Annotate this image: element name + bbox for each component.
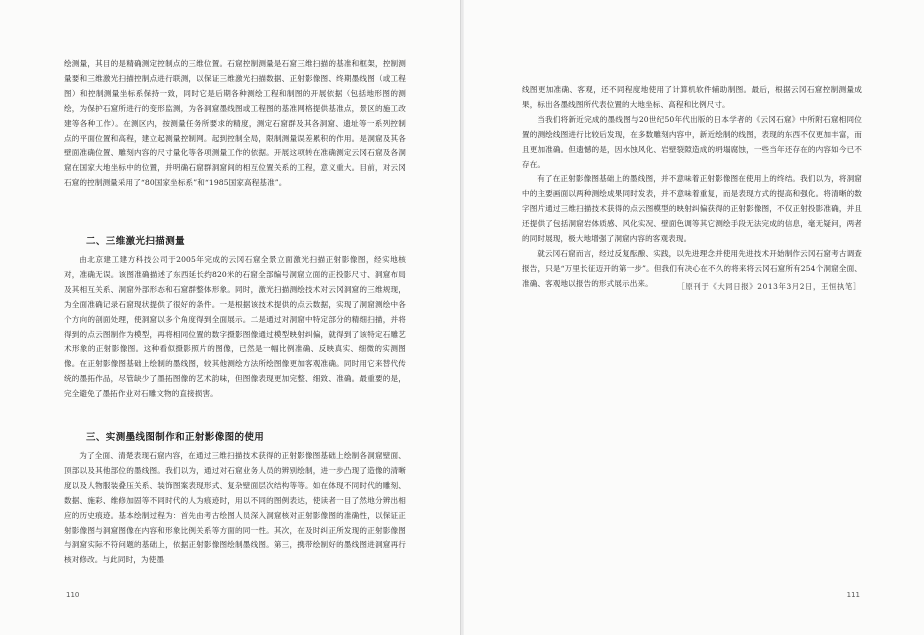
right-paragraphs [522, 83, 862, 292]
page-number-right: 111 [846, 591, 860, 599]
right-page [463, 0, 924, 635]
left-paragraph-2 [64, 253, 406, 402]
publication-credit: ［原刊于《大同日报》2013年3月2日，王恒执笔］ [677, 282, 861, 291]
section-heading-laser-scanning: 二、三维激光扫描测量 [86, 236, 186, 247]
paragraph-text: 就云冈石窟而言，经过反复酝酿、实践，以先进理念并使用先进技术开始制作云冈石窟考古调查报告，只是“万里长征迈开的第一步”。但我们有决心在不久的将来将云冈石窟所有254个洞窟全面、准确、客观地以报告的形式展示出来。 [522, 248, 862, 288]
paragraph-text: 线图更加准确、客观，还不同程度地使用了计算机软件辅助制图。最后，根据云冈石窟控制测量成果，标出各墨线图所代表位置的大地坐标、高程和比例尺寸。 [522, 85, 862, 109]
page-number-left: 110 [66, 591, 80, 599]
left-paragraph-3 [64, 449, 406, 568]
paragraph-text: 绘测量，其目的是精确测定控制点的三维位置。石窟控制测量是石窟三维扫描的基准和框架，控制测量要和三维激光扫描控制点进行联测，以保证三维激光扫描数据、正射影像图、终期墨线图（或工程图）和控制测量坐标系保持一致，同时它是后期各种测绘工程和制图的开展依据（包括地形图的测绘，为保护石窟所进行的变形监测，为各洞窟墨线图或工程图的基准网格提供基准点，景区的施工改建等各种工作）。在测区内，按测量任务所要求的精度，测定石窟群及其各洞窟、遗址等一系列控制点的平面位置和高程，建立起测量控制网。起到控制全局，限制测量误差累积的作用。是洞窟及其各壁面准确位置、雕刻内容的尺寸量化等各项测量工作的依据。开展这项转在准确测定云冈石窟及各洞窟在国家大地坐标中的位置，并明确石窟群洞窟间的相互位置关系的工程，意义重大。目前，对云冈石窟的控制测量采用了“80国家坐标系”和“1985国家高程基准”。 [64, 59, 406, 188]
left-page [0, 0, 461, 635]
paragraph-text: 为了全面、清楚表现石窟内容，在通过三维扫描技术获得的正射影像图基础上绘制各洞窟壁面、顶部以及其他部位的墨线图。我们以为，通过对石窟业务人员的辨别绘制，进一步凸现了造像的清晰度以及人物服装叠压关系、装饰图案表现形式、复杂壁面层次结构等等。如在体现不同时代的雕刻、数据、施彩、维修加固等不同时代的人为痕迹时，用以不同的图例表达，使读者一目了然地分辨出相应的历史痕迹。基本绘制过程为：首先由考古绘图人员深入洞窟核对正射影像图的准确性，以保证正射影像图与洞窟图像在内容和形象比例关系等方面的同一性。其次，在及时纠正所发现的正射影像图与洞窟实际不符问题的基础上，依据正射影像图绘制墨线图。第三，携带绘制好的墨线图进洞窟再行核对修改。与此同时，为使墨 [64, 451, 406, 565]
left-paragraph-1 [64, 57, 406, 191]
paragraph-text: 由北京建工建方科技公司于2005年完成的云冈石窟全景立面激光扫描正射影像图，经实地核对，准确无误。该图准确描述了东西延长约820米的石窟全部编号洞窟立面的正投影尺寸、洞窟布局及其相互关系、洞窟外部形态和石窟群整体形象。同时，激光扫描测绘技术对云冈洞窟的三维规现，为全面准确记录石窟现状提供了很好的条件。一是根据该技术提供的点云数据，实现了洞窟测绘中各个方向的剖面处理，使洞窟以多个角度得到全面展示。二是通过对洞窟中特定部分的精细扫描，并将得到的点云图制作为模型，再将相同位置的数字摄影图像通过模型映射纠偏，就得到了该特定石雕艺术形象的正射影像图。这种看似摄影照片的图像，已然是一幅比例准确、反映真实、细微的实测图像。在正射影像图基础上绘制的墨线图，较其他测绘方法所绘图像更加客观准确。同时用它来替代传统的墨拓作品，尽管缺少了墨拓图像的艺术韵味，但图像表现更加完整、细致、准确。最重要的是，完全避免了墨拓作业对石雕文物的直接损害。 [64, 255, 406, 399]
paragraph-text: 有了在正射影像图基础上的墨线图，并不意味着正射影像图在使用上的终结。我们以为，将洞窟中的主要画面以两种测绘成果同时发表，并不意味着重复，而是表现方式的提高和强化。将清晰的数字图片通过三维扫描技术获得的点云图模型的映射纠偏获得的正射影像图，不仅正射投影准确，并且还提供了包括洞窟岩体质感、风化实况、壁面色调等其它测绘手段无法完成的信息，毫无疑问，两者的同时展现，极大地增强了洞窟内容的客观表现。 [522, 174, 862, 244]
section-heading-line-drawing: 三、实测墨线图制作和正射影像图的使用 [86, 432, 265, 443]
paragraph-text: 当我们将新近完成的墨线图与20世纪50年代出版的日本学者的《云冈石窟》中所附石窟相同位置的测绘线图进行比较后发现，在多数雕刻内容中，新近绘制的线图，表现的东西不仅更加丰富，而且更加准确。但遗憾的是，因水蚀风化、岩壁裂隙造成的坍塌腐蚀，一些当年还存在的内容如今已不存在。 [522, 114, 862, 169]
